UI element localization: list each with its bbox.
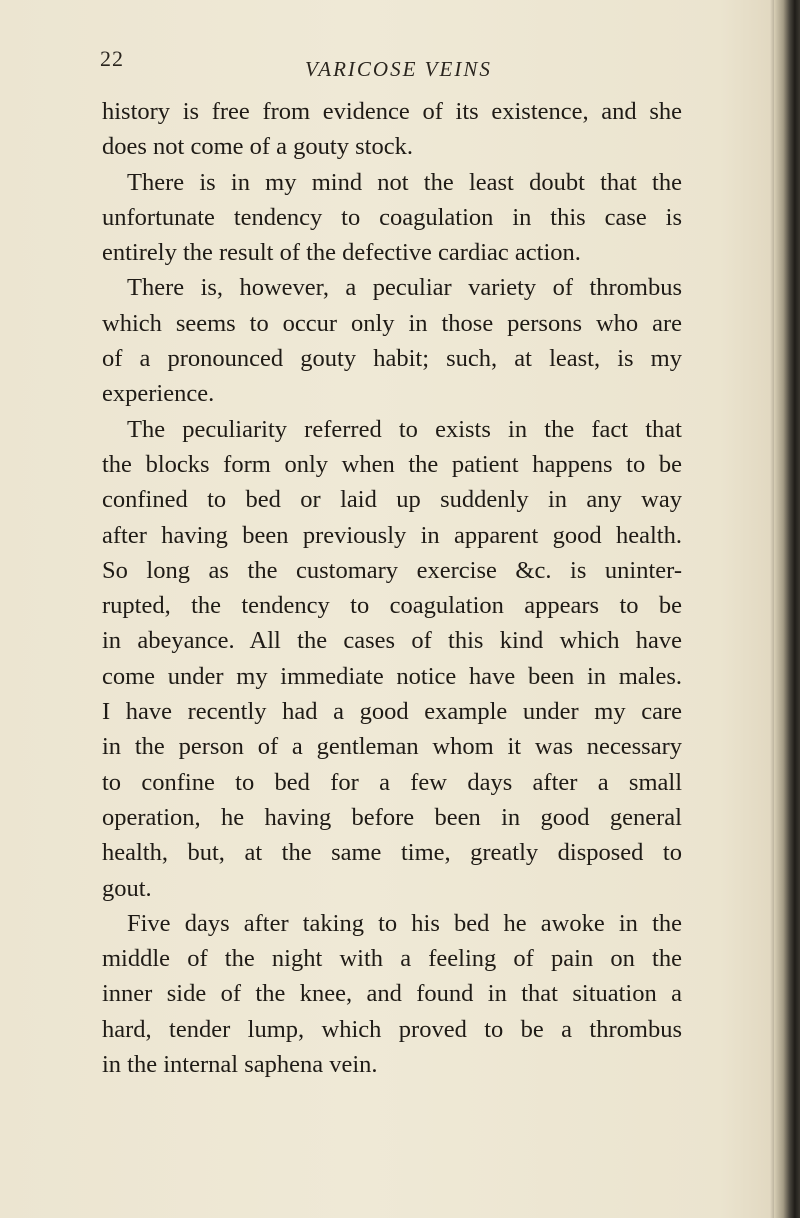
text-line: history is free from evidence of its existence, and she (102, 98, 682, 125)
text-line: unfortunate tendency to coagulation in this case is (102, 203, 682, 231)
text-line: after having been previously in apparent good health. (102, 521, 682, 549)
text-line: The peculiarity referred to exists in the fact that (127, 415, 682, 443)
text-line: middle of the night with a feeling of pain on the (102, 945, 682, 973)
text-line: So long as the customary exercise &c. is uninter- (102, 556, 682, 584)
text-line: which seems to occur only in those persons who are (102, 309, 682, 337)
text-line: operation, he having before been in good general (102, 803, 682, 831)
text-line: I have recently had a good example under my care (102, 698, 682, 726)
text-line: in abeyance. All the cases of this kind which have (102, 627, 682, 655)
text-line: experience. (102, 380, 215, 408)
text-line: come under my immediate notice have been in males. (102, 662, 682, 690)
book-binding-gutter (774, 0, 800, 1218)
text-line: does not come of a gouty stock. (102, 133, 413, 161)
text-line: There is, however, a peculiar variety of thrombus (127, 274, 682, 302)
text-line: There is in my mind not the least doubt that the (127, 168, 682, 196)
body-text (102, 94, 682, 1082)
running-title: VARICOSE VEINS (305, 57, 492, 81)
text-line: health, but, at the same time, greatly disposed to (102, 839, 682, 867)
text-line: of a pronounced gouty habit; such, at least, is my (102, 345, 682, 373)
text-line: in the person of a gentleman whom it was necessary (102, 733, 682, 761)
text-line: hard, tender lump, which proved to be a thrombus (102, 1015, 682, 1043)
text-line: entirely the result of the defective cardiac action. (102, 239, 581, 267)
text-line: rupted, the tendency to coagulation appears to be (102, 592, 682, 620)
text-line: confined to bed or laid up suddenly in any way (102, 486, 682, 514)
text-line: to confine to bed for a few days after a small (102, 768, 682, 796)
text-line: gout. (102, 874, 152, 902)
text-line: in the internal saphena vein. (102, 1051, 378, 1079)
text-line: inner side of the knee, and found in that situation a (102, 980, 682, 1008)
page-number: 22 (100, 46, 124, 71)
text-line: the blocks form only when the patient happens to be (102, 450, 682, 478)
text-line: Five days after taking to his bed he awoke in the (127, 909, 682, 937)
